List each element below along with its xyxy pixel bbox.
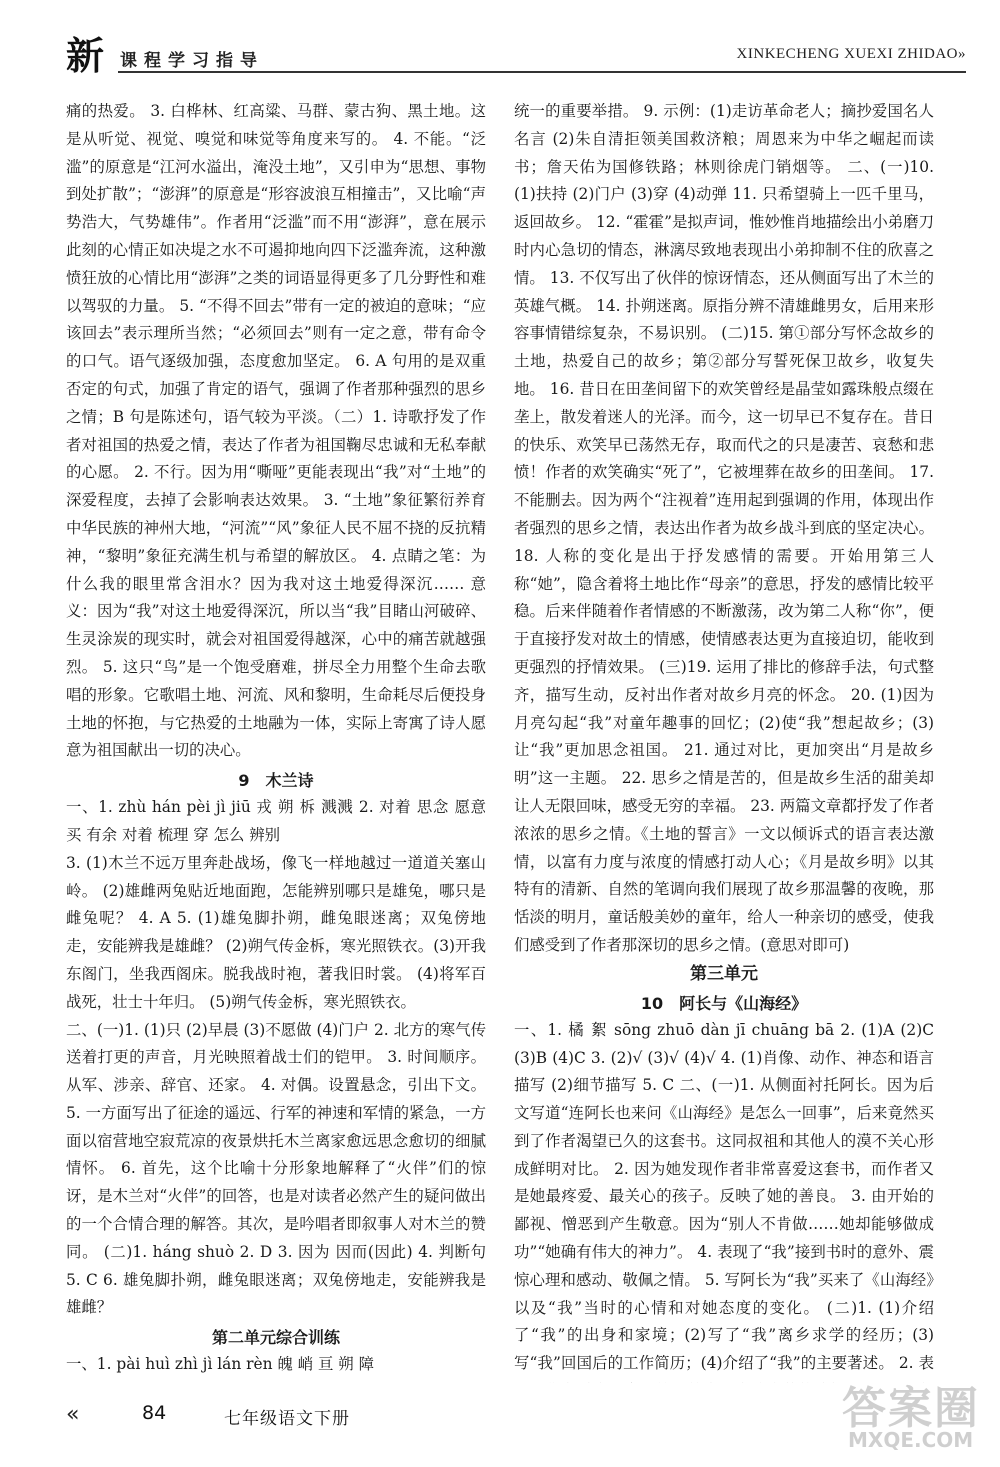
page-number: 84 <box>142 1402 167 1424</box>
page-footer <box>66 1396 934 1436</box>
answer-paragraph <box>66 1379 486 1383</box>
page-header <box>66 34 966 80</box>
section-heading: 9 木兰诗 <box>238 771 314 791</box>
double-chevron-right-icon: » <box>958 46 966 62</box>
answer-paragraph: 一、1. zhù hán pèi jì jiū 戎 朔 柝 溅溅 2. 对着 思念 愿意 买 有余 对着 梳理 穿 怎么 辨别 <box>66 798 486 844</box>
brand-title: 课程学习指导 <box>120 51 264 71</box>
brand-logo: 新 <box>66 34 105 78</box>
header-rule <box>118 71 966 73</box>
answer-columns <box>66 98 934 1383</box>
watermark-logo: 答案圈 <box>842 1383 980 1434</box>
section-heading: 10 阿长与《山海经》 <box>640 993 808 1013</box>
right-column <box>514 98 934 1383</box>
left-column <box>66 98 486 1383</box>
watermark-url: MXQE.COM <box>848 1428 974 1452</box>
answer-paragraph: 3. (1)木兰不远万里奔赴战场，像飞一样地越过一道道关塞山岭。 (2)雄雌两兔贴近地面跑，怎能辨别哪只是雄兔，哪只是雌兔呢？ 4. A 5. (1)雄兔脚扑朔，雌兔眼迷离；双兔傍地走，安能辨我是雄雌？ (2)朔气传金柝，寒光照铁衣。(3)开我东阁门，坐我西阁床。脱我战时袍，著我旧时裳。 (4)将军百战死，壮士十年归。 (5)朔气传金柝，寒光照铁衣。 <box>66 853 486 1011</box>
book-name: 七年级语文下册 <box>224 1409 350 1429</box>
double-chevron-left-icon: « <box>66 1402 80 1427</box>
brand-pinyin: XINKECHENG XUEXI ZHIDAO» <box>736 46 966 62</box>
answer-paragraph: 统一的重要举措。 9. 示例：(1)走访革命老人；摘抄爱国名人名言 (2)朱自清拒领美国救济粮；周恩来为中华之崛起而读书；詹天佑为国修铁路；林则徐虎门销烟等。 二、(一)10. (1)扶持 (2)门户 (3)穿 (4)动弹 11. 只希望骑上一匹千里马，返回故乡。 12. “霍霍”是拟声词，惟妙惟肖地描绘出小弟磨刀时内心急切的情态，淋漓尽致地表现出小弟抑制不住的欣喜之情。 13. 不仅写出了伙伴的惊讶情态，还从侧面写出了木兰的英雄气概。 14. 扑朔迷离。原指分辨不清雄雌男女，后用来形容事情错综复杂，不易识别。 (二)15. 第①部分写怀念故乡的土地，热爱自己的故乡；第②部分写誓死保卫故乡，收复失地。 16. 昔日在田垄间留下的欢笑曾经是晶莹如露珠般点缀在垄上，散发着迷人的光泽。而今，这一切早已不复存在。昔日的快乐、欢笑早已荡然无存，取而代之的只是凄苦、哀愁和悲愤！作者的欢笑确实“死了”，它被埋葬在故乡的田垄间。 17. 不能删去。因为两个“注视着”连用起到强调的作用，体现出作者强烈的思乡之情，表达出作者为故乡战斗到底的坚定决心。 18. 人称的变化是出于抒发感情的需要。开始用第三人称“她”，隐含着将土地比作“母亲”的意思，抒发的感情比较平稳。后来伴随着作者情感的不断激荡，改为第二人称“你”，便于直接抒发对故土的情感，使情感表达更为直接迫切，能收到更强烈的抒情效果。 (三)19. 运用了排比的修辞手法，句式整齐，描写生动，反衬出作者对故乡月亮的怀念。 20. (1)因为月亮勾起“我”对童年趣事的回忆；(2)使“我”想起故乡；(3)让“我”更加思念祖国。 21. 通过对比，更加突出“月是故乡明”这一主题。 22. 思乡之情是苦的，但是故乡生活的甜美却让人无限回味，感受无穷的幸福。 23. 两篇文章都抒发了作者浓浓的思乡之情。《土地的誓言》一文以倾诉式的语言表达激情，以富有力度与浓度的情感打动人心；《月是故乡明》以其特有的清新、自然的笔调向我们展现了故乡那温馨的夜晚，那恬淡的明月，童话般美妙的童年，给人一种亲切的感受，使我们感受到了作者那深切的思乡之情。(意思对即可) <box>514 102 934 954</box>
site-watermark <box>842 1372 990 1458</box>
answer-paragraph: 痛的热爱。 3. 白桦林、红高粱、马群、蒙古狗、黑土地。这是从听觉、视觉、嗅觉和味觉等角度来写的。 4. 不能。“泛滥”的原意是“江河水溢出，淹没土地”，又引申为“思想、事物到处扩散”；“澎湃”的原意是“形容波浪互相撞击”，又比喻“声势浩大，气势雄伟”。作者用“泛滥”而不用“澎湃”，意在展示此刻的心情正如决堤之水不可遏抑地向四下泛滥奔流，这种激愤狂放的心情比用“澎湃”之类的词语显得更多了几分野性和难以驾驭的力量。 5. “不得不回去”带有一定的被迫的意味；“应该回去”表示理所当然；“必须回去”则有一定之意，带有命令的口气。语气逐级加强，态度愈加坚定。 6. A 句用的是双重否定的句式，加强了肯定的语气，强调了作者那种强烈的思乡之情；B 句是陈述句，语气较为平淡。（二）1. 诗歌抒发了作者对祖国的热爱之情，表达了作者为祖国鞠尽忠诚和无私奉献的心愿。 2. 不行。因为用“嘶哑”更能表现出“我”对“土地”的深爱程度，去掉了会影响表达效果。 3. “土地”象征繁衍养育中华民族的神州大地，“河流”“风”象征人民不屈不挠的反抗精神，“黎明”象征充满生机与希望的解放区。 4. 点睛之笔：为什么我的眼里常含泪水？因为我对这土地爱得深沉…… 意义：因为“我”对这土地爱得深沉，所以当“我”目睹山河破碎、生灵涂炭的现实时，就会对祖国爱得越深，心中的痛苦就越强烈。 5. 这只“鸟”是一个饱受磨难，拼尽全力用整个生命去歌唱的形象。它歌唱土地、河流、风和黎明，生命耗尽后便投身土地的怀抱，与它热爱的土地融为一体，实际上寄寓了诗人愿意为祖国献出一切的决心。 <box>66 102 486 760</box>
answer-paragraph: 一、1. 橘 絮 sōng zhuō dàn jī chuāng bā 2. (1)A (2)C (3)B (4)C 3. (2)√ (3)√ (4)√ 4. (1)肖像、动作、神态和语言描写 (2)细节描写 5. C 二、(一)1. 从侧面衬托阿长。因为后文写道“连阿长也来问《山海经》是怎么一回事”，后来竟然买到了作者渴望已久的这套书。这同叔祖和其他人的漠不关心形成鲜明对比。 2. 因为她发现作者非常喜爱这套书，而作者又是她最疼爱、最关心的孩子。反映了她的善良。 3. 由开始的鄙视、憎恶到产生敬意。因为“别人不肯做……她却能够做成功”“她确有伟大的神力”。 4. 表现了“我”接到书时的意外、震惊心理和感动、敬佩之情。 5. 写阿长为“我”买来了《山海经》以及“我”当时的心情和对她态度的变化。 (二)1. (1)介绍了“我”的出身和家境；(2)写了“我”离乡求学的经历；(3)写“我”回国后的工作简历；(4)介绍了“我”的主要著述。 2. 表 <box>514 1020 934 1373</box>
section-heading: 第三单元 <box>690 963 758 984</box>
section-heading: 第二单元综合训练 <box>211 1328 340 1348</box>
answer-paragraph: 一、1. pài huì zhì jì lán rèn 魄 峭 亘 朔 障 <box>66 1355 374 1374</box>
answer-paragraph: 二、(一)1. (1)只 (2)早晨 (3)不愿做 (4)门户 2. 北方的寒气传送着打更的声音，月光映照着战士们的铠甲。 3. 时间顺序。从军、涉亲、辞官、还家。 4. 对偶。设置悬念，引出下文。 5. 一方面写出了征途的遥远、行军的神速和军情的紧急，一方面以宿营地空寂荒凉的夜景烘托木兰离家愈远思念愈切的细腻情怀。 6. 首先，这个比喻十分形象地解释了“火伴”们的惊讶，是木兰对“火伴”的回答，也是对读者必然产生的疑问做出的一个合情合理的解答。其次，是吟唱者即叙事人对木兰的赞同。 (二)1. háng shuò 2. D 3. 因为 因而(因此) 4. 判断句 5. C 6. 雄兔脚扑朔，雌兔眼迷离；双兔傍地走，安能辨我是雄雌？ <box>66 1020 486 1317</box>
